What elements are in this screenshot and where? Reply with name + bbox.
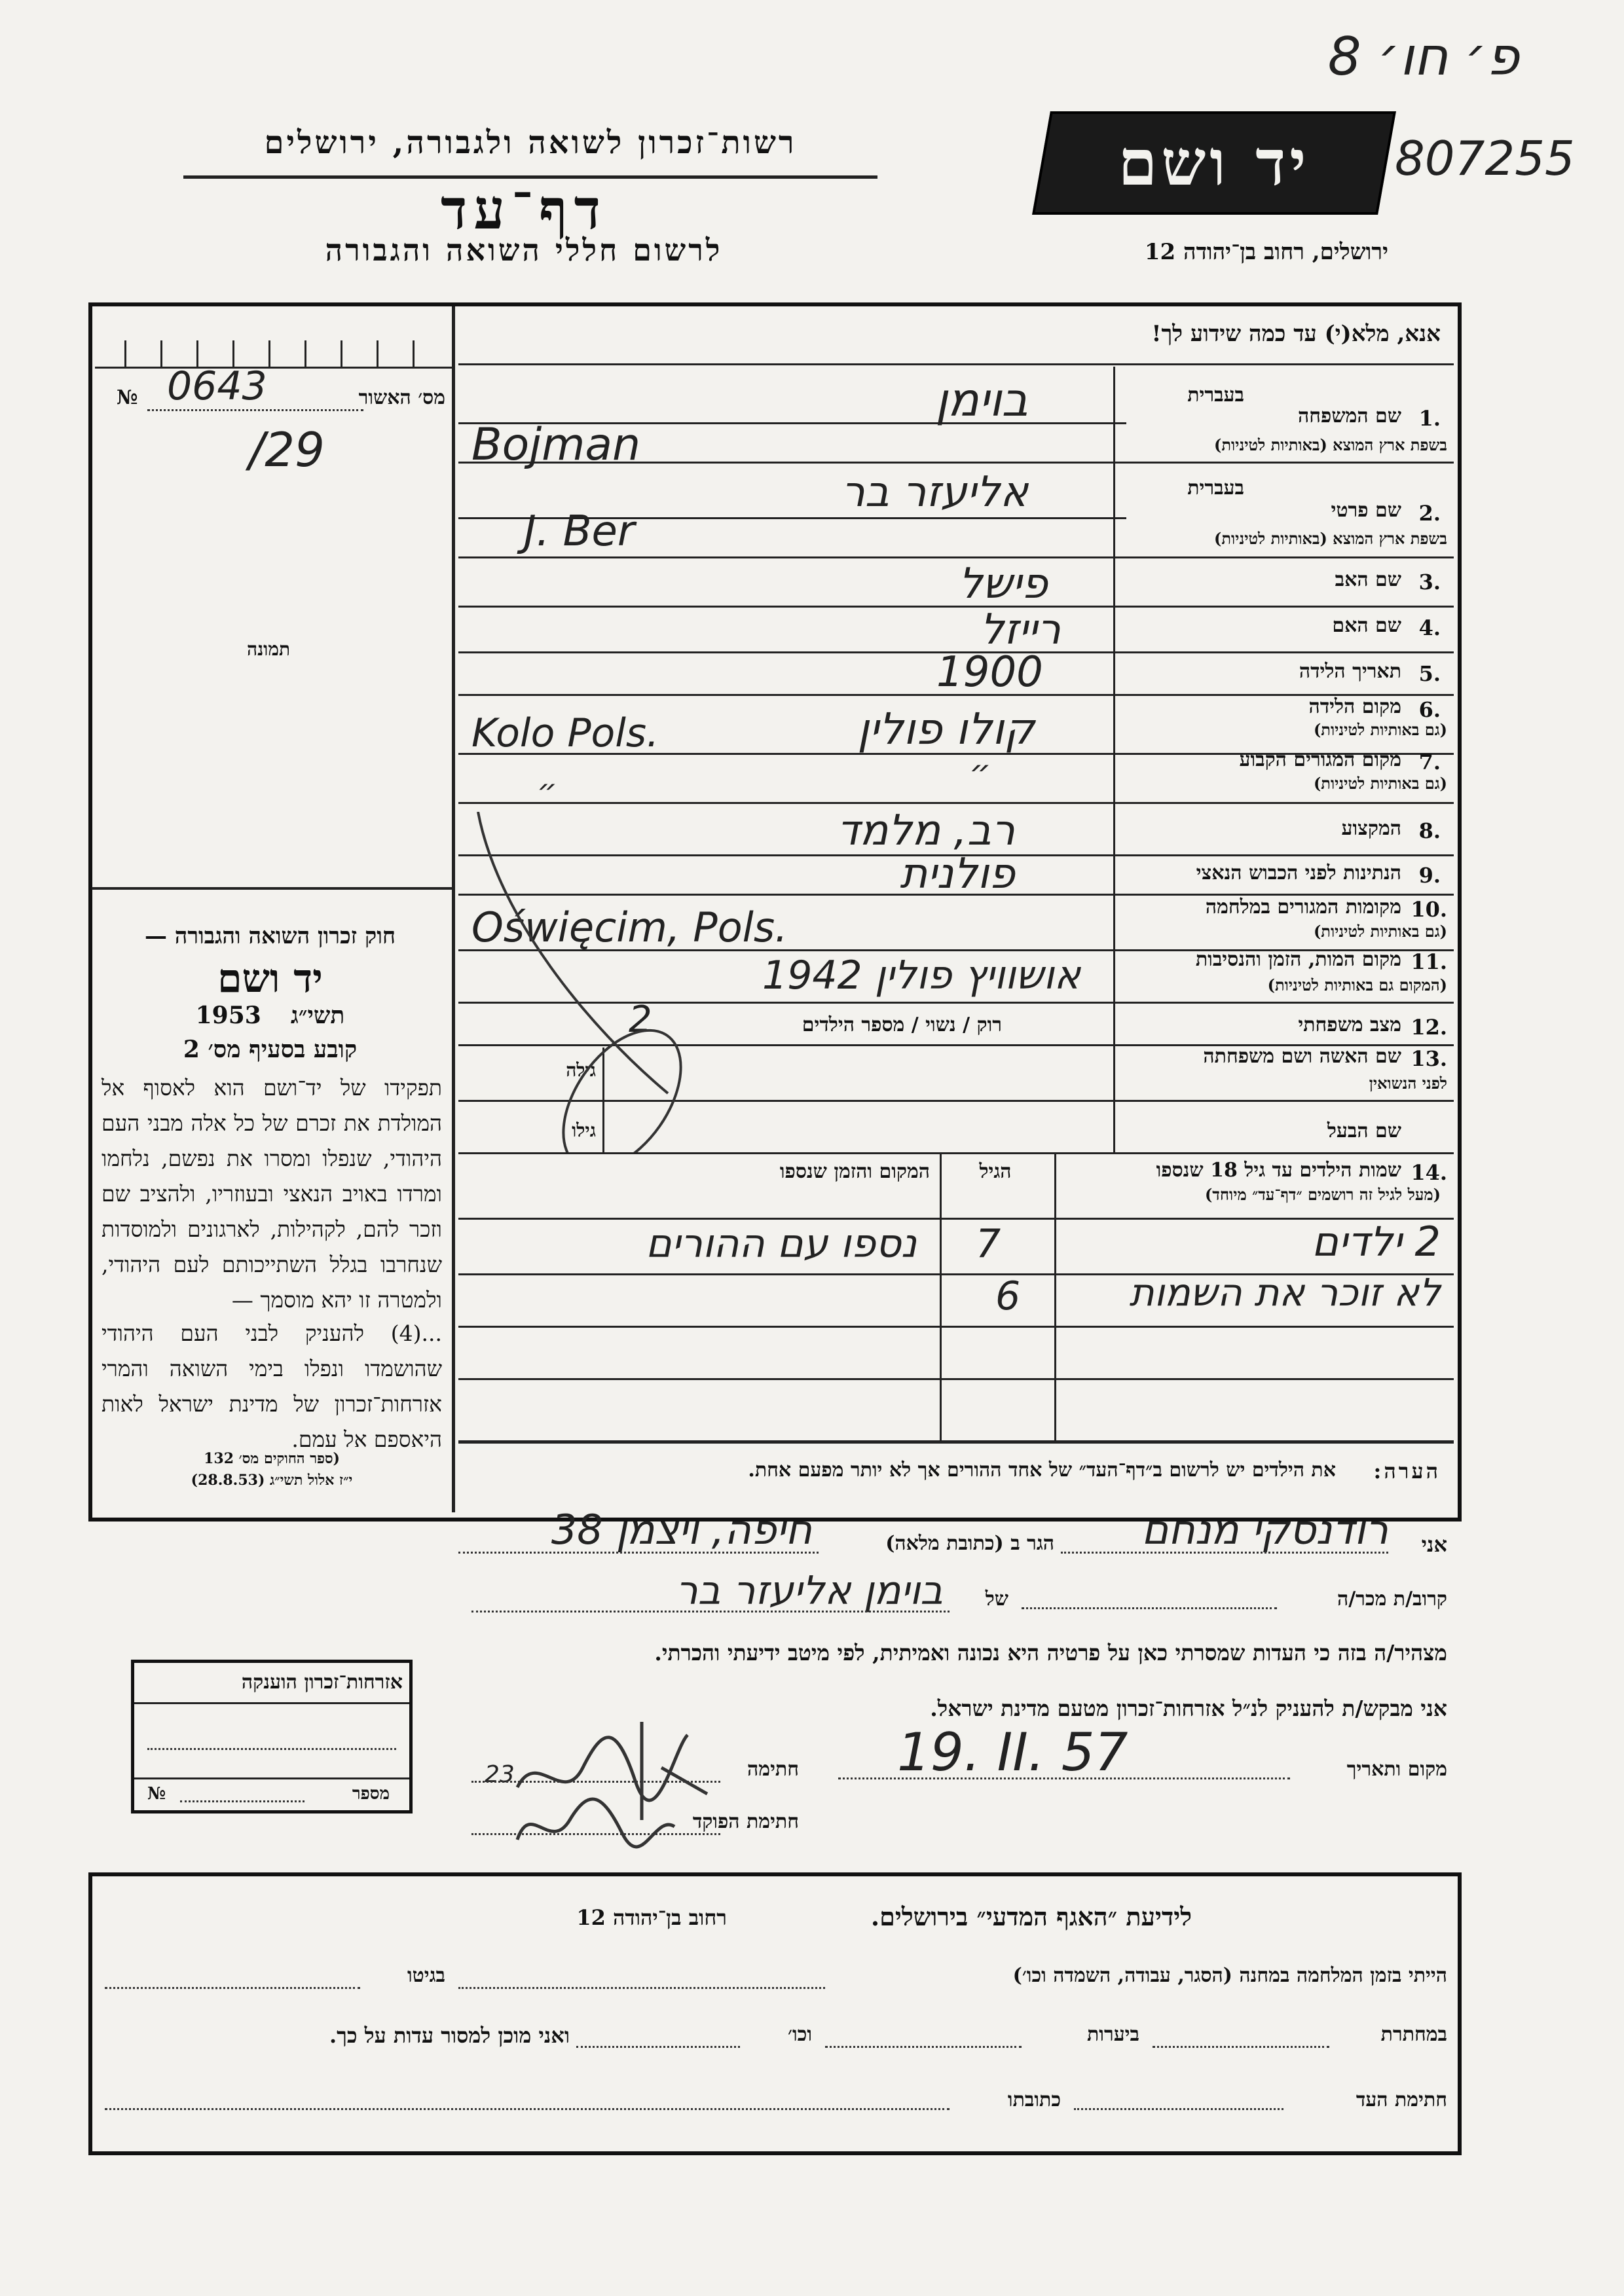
footer-camp-dotline: [458, 1987, 825, 1989]
field-7-label: מקום המגורים הקבוע: [1239, 748, 1401, 771]
place-date-value: 19. II. 57: [897, 1722, 1128, 1783]
corner-ref-top: פ׳ חו׳ 8: [1327, 26, 1519, 87]
footer-signature-dotline: [1074, 2108, 1283, 2110]
law-source: (ספר החוקים מס׳ 132: [204, 1450, 340, 1467]
witness-name: רודנסקי מנחם: [1141, 1506, 1388, 1554]
field-7-sub: (גם באותיות לטיניות): [1313, 774, 1447, 793]
relation-label: קרוב/ת מכר/ה: [1337, 1588, 1447, 1611]
field-7-value-he: ״: [969, 753, 991, 792]
field-14-number: 14.: [1411, 1160, 1447, 1185]
field-1-line-b: [458, 462, 1454, 464]
approval-prefix: №: [117, 386, 138, 409]
approval-label: מס׳ האשור: [358, 386, 445, 409]
footer-testimony: ואני מוכן למסור עדות על כך.: [329, 2023, 570, 2048]
org-name: רשות־זכרון לשואה ולגבורה, ירושלים: [264, 124, 797, 161]
child-name: 2 ילדים: [1311, 1218, 1441, 1266]
children-line-2: [458, 1326, 1454, 1328]
children-age-divider-left: [940, 1154, 942, 1442]
declaration-text: מצהיר/ה בזה כי העדות שמסרתי כאן על פרטיה היא נכונה ואמיתית, לפי מיטב ידיעתי והכרתי.: [654, 1640, 1447, 1666]
official-dotline: [471, 1833, 720, 1835]
field-5-number: 5.: [1418, 661, 1441, 686]
law-year-he: תשי״ג: [290, 1002, 345, 1029]
field-14-sub: (מעל לגיל זה רושמים ״דף־עד״ מיוחד): [1204, 1185, 1441, 1204]
relation-of-dotline: [471, 1611, 950, 1613]
field-5-value: 1900: [936, 648, 1043, 697]
field-13-number: 13.: [1411, 1046, 1447, 1071]
footer-etc-dotline: [576, 2046, 740, 2048]
footer-ghetto: בגיטו: [407, 1964, 445, 1987]
law-year-row: [98, 1002, 442, 1029]
field-11-label: מקום המות, הזמן והנסיבות: [1195, 948, 1401, 971]
citizenship-box: [131, 1660, 413, 1813]
label-column-divider: [1113, 367, 1115, 1152]
field-9-label: הנתינות לפני הכבוש הנאצי: [1196, 862, 1401, 884]
field-11-value: אושוויץ פולין 1942: [762, 953, 1080, 998]
field-1-line-a: [458, 422, 1126, 424]
footer-line-1: הייתי בזמן המלחמה במחנה (הסגר, עבודה, השמדה וכו׳): [1012, 1964, 1447, 1987]
relation-of-label: של: [985, 1588, 1008, 1611]
law-text: תפקידו של יד־ושם הוא לאסוף אל המולדת את זכרם של כל אלה מבני העם היהודי, שנפלו ומסרו את נפשם, נלחמו ומרדו באויב הנאצי ובעוזריו, ולהציב שם וזכר להם, לקהילות, לארגונים ולמוסדות שנחרבו בגלל השתייכותם לעם היהודי, ולמטרה זו יהא מוסמך —: [101, 1075, 442, 1313]
field-13-label: שם האשה ושם משפחתה: [1203, 1045, 1401, 1068]
citizenship-request: אני מבקש/ת להעניק לנ״ל אזרחות־זכרון מטעם מדינת ישראל.: [930, 1696, 1447, 1721]
footer-forests-dotline: [825, 2046, 1022, 2048]
field-3-value: פישל: [959, 560, 1048, 608]
age-column-header: הגיל: [979, 1160, 1012, 1183]
husband-label: שם הבעל: [1327, 1120, 1401, 1142]
field-7-value-lat: ״: [537, 773, 557, 809]
field-1-sub: בשפת ארץ המוצא (באותיות לטיניות): [1214, 435, 1447, 454]
field-2-sub: בשפת ארץ המוצא (באותיות לטיניות): [1214, 529, 1447, 548]
note-text: את הילדים יש לרשום ב״דף־העד״ של אחד ההורים אך לא יותר מפעם אחת.: [748, 1459, 1336, 1482]
field-1-number: 1.: [1418, 406, 1441, 431]
footer-title: לידיעת ״האגף המדעי״ בירושלים.: [870, 1902, 1192, 1931]
field-2-label: שם פרטי: [1331, 499, 1401, 522]
field-11-sub: (המקום גם באותיות לטיניות): [1267, 975, 1447, 994]
footer-address: רחוב בן־יהודה 12: [576, 1905, 727, 1930]
field-2-value-lat: J. Ber: [524, 507, 635, 556]
witness-address: חיפה, ויצמן 38: [551, 1506, 812, 1554]
field-6-number: 6.: [1418, 697, 1441, 722]
child-name: לא זוכר את השמות: [1129, 1270, 1441, 1315]
child-age: 6: [995, 1273, 1021, 1319]
children-age-divider-right: [1054, 1154, 1056, 1442]
yad-vashem-logo: יד ושם: [1032, 111, 1396, 215]
relation-dotline: [1022, 1607, 1277, 1609]
relation-of-value: בוימן אליעזר בר: [675, 1568, 943, 1614]
corner-ref-number: 807255: [1395, 131, 1575, 186]
field-9-number: 9.: [1418, 863, 1441, 888]
husband-line: [458, 1152, 1454, 1154]
footer-underground-dotline: [1153, 2046, 1329, 2048]
field-13-age-label-2: גילו: [572, 1120, 596, 1141]
place-column-header: המקום והזמן שנספו: [779, 1160, 930, 1183]
field-7-number: 7.: [1418, 750, 1441, 774]
field-4-label: שם האם: [1332, 614, 1401, 637]
child-age: 7: [976, 1221, 1001, 1267]
header-address: ירושלים, רחוב בן־יהודה 12: [1144, 239, 1388, 265]
approval-dotline: [147, 409, 363, 411]
children-line-3: [458, 1378, 1454, 1380]
field-1-value-he: בוימן: [935, 373, 1028, 427]
field-11-number: 11.: [1411, 949, 1447, 974]
field-14-label: שמות הילדים עד גיל 18 שנספו: [1156, 1159, 1401, 1182]
field-10-label: מקומות המגורים במלחמה: [1205, 896, 1401, 919]
law-source-date: י״ז אלול תשי״ג (28.8.53): [191, 1472, 353, 1489]
field-2-value-he: אליעזר בר: [841, 468, 1028, 517]
approval-tick-base: [95, 367, 452, 369]
law-clause: קובע בסעיף מס׳ 2: [183, 1036, 358, 1063]
signature-label: חתימה: [747, 1758, 799, 1781]
place-date-label: מקום ותאריך: [1346, 1758, 1447, 1781]
field-10-value: Oświęcim, Pols.: [471, 903, 788, 951]
field-1-label: שם המשפחה: [1297, 405, 1401, 428]
child-place: נספו עם ההורים: [645, 1221, 917, 1267]
field-7-line: [458, 802, 1454, 804]
field-10-number: 10.: [1411, 897, 1447, 922]
field-12-number: 12.: [1411, 1015, 1447, 1040]
footer-etc: וכו׳: [788, 2023, 812, 2046]
law-name: יד ושם: [217, 956, 323, 1002]
field-6-value-he: קולו פולין: [857, 704, 1035, 754]
field-2-number: 2.: [1418, 501, 1441, 526]
field-2-line-b: [458, 556, 1454, 558]
photo-area-bottom: [92, 887, 452, 890]
approval-number: 0643: [167, 363, 267, 409]
request-underline: [458, 363, 1454, 365]
declaration-i-label: אני: [1421, 1532, 1447, 1557]
footer-forests: ביערות: [1086, 2023, 1139, 2046]
field-3-number: 3.: [1418, 570, 1441, 594]
field-8-value: רב, מלמד: [836, 807, 1015, 855]
field-2-line-a: [458, 517, 1126, 519]
field-5-label: תאריך הלידה: [1299, 660, 1401, 683]
law-text-2: ...(4) להעניק לבני העם היהודי שהושמדו ונפלו בימי השואה והמרי אזרחות־זכרון של מדינת ישראל לאות היאספם אל עמם.: [101, 1321, 442, 1452]
law-heading: חוק זכרון השואה והגבורה —: [144, 923, 396, 949]
citizenship-box-title: אזרחות־זכרון הוענקה: [241, 1671, 403, 1694]
footer-address-dotline: [105, 2108, 950, 2110]
field-12-options: רוק / נשוי / מספר הילדים: [802, 1013, 1002, 1036]
witness-dotline: [1061, 1552, 1388, 1554]
children-line-4: [458, 1440, 1454, 1444]
photo-label: תמונה: [246, 638, 291, 660]
citizenship-number-label: מספר: [352, 1784, 390, 1804]
field-8-label: המקצוע: [1341, 817, 1401, 840]
field-6-sub: (גם באותיות לטיניות): [1313, 720, 1447, 739]
note-label: הערה:: [1373, 1459, 1441, 1484]
citizenship-number-prefix: №: [147, 1784, 166, 1804]
field-2-hebrew-tag: בעברית: [1187, 477, 1244, 500]
field-6-value-lat: Kolo Pols.: [471, 710, 659, 756]
page-subtitle: לרשום חללי השואה והגבורה: [325, 232, 723, 268]
field-12-value: 2: [629, 998, 652, 1041]
field-1-hebrew-tag: בעברית: [1187, 384, 1244, 407]
signature-number: 23: [485, 1761, 515, 1788]
field-13-age-label: גילה: [566, 1059, 596, 1081]
form-request: אנא, מלא(י) עד כמה שידוע לך!: [1151, 321, 1441, 347]
field-10-sub: (גם באותיות לטיניות): [1313, 922, 1447, 941]
official-signature-label: חתימת הפוקד: [692, 1810, 799, 1833]
footer-signature: חתימת העד: [1356, 2088, 1447, 2111]
signature-dotline: [471, 1781, 720, 1783]
side-column-divider: [452, 306, 455, 1512]
field-13-sub: לפני הנשואין: [1369, 1074, 1447, 1093]
approval-sub: /29: [249, 422, 325, 477]
handwritten-loop: [458, 812, 720, 1152]
field-4-number: 4.: [1418, 615, 1441, 640]
field-3-label: שם האב: [1335, 568, 1401, 591]
field-4-value: רייזל: [980, 606, 1061, 654]
field-6-label: מקום הלידה: [1308, 695, 1401, 718]
field-1-value-lat: Bojman: [471, 419, 641, 471]
address-dotline: [458, 1552, 819, 1554]
residing-label: הגר ב (כתובת מלאה): [885, 1532, 1054, 1555]
law-year: 1953: [195, 1002, 261, 1029]
field-12-label: מצב משפחתי: [1298, 1013, 1401, 1036]
field-9-value: פולנית: [900, 850, 1015, 898]
page-title: דף־עד: [440, 177, 607, 242]
footer-address-label: כתובתו: [1007, 2088, 1061, 2111]
field-8-number: 8.: [1418, 818, 1441, 843]
footer-underground: במחתרת: [1380, 2023, 1447, 2046]
official-signature: [511, 1787, 681, 1859]
place-date-dotline: [838, 1777, 1290, 1779]
footer-ghetto-dotline: [105, 1987, 360, 1989]
